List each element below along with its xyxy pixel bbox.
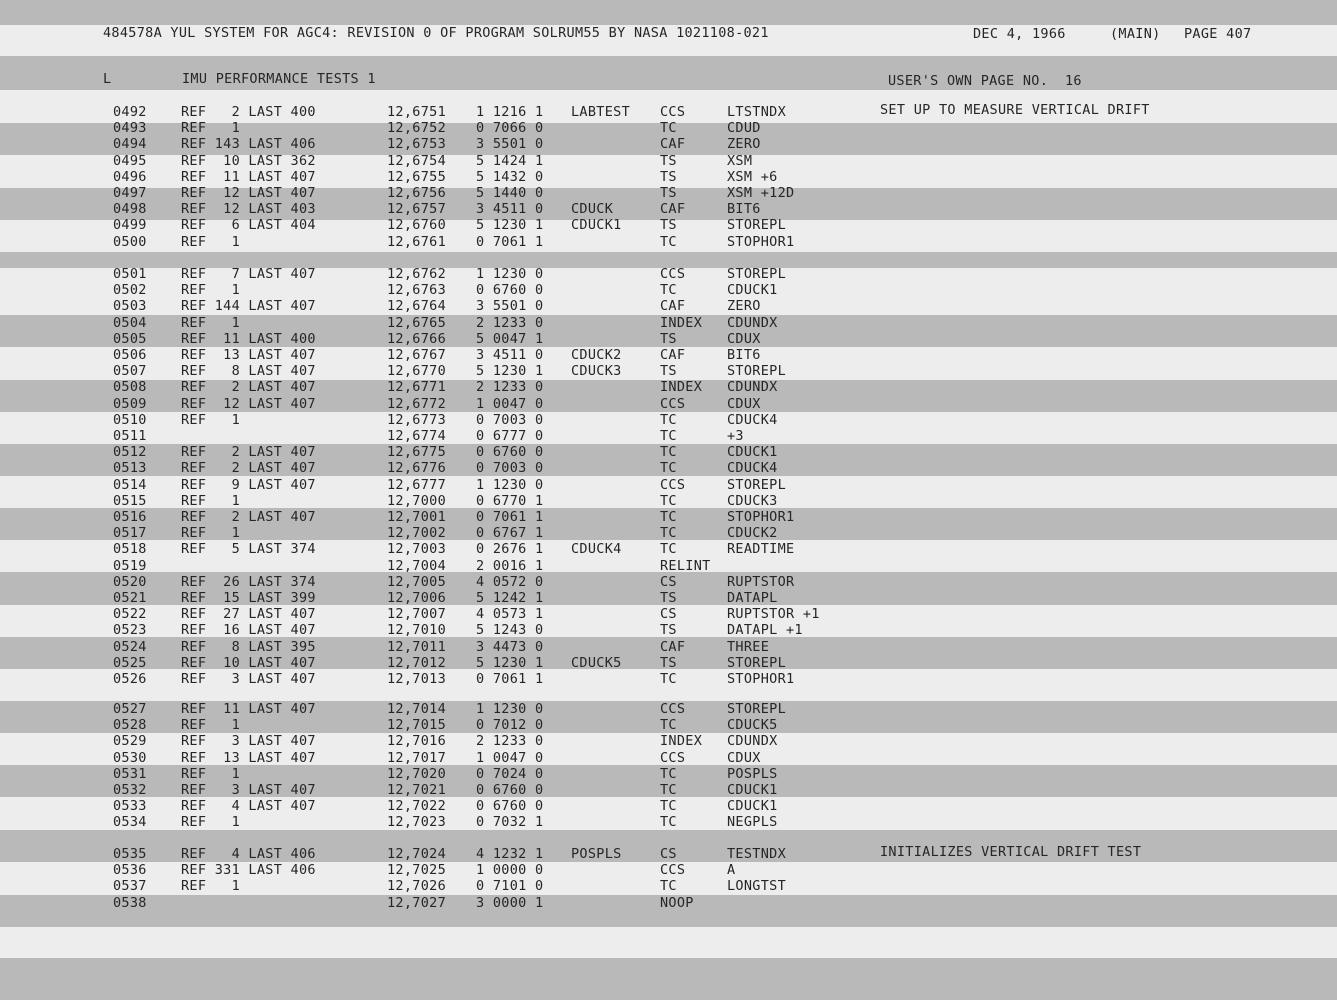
row-line-number: 0492 <box>113 104 147 120</box>
row-operand: STOREPL <box>727 217 786 234</box>
row-opcode: TS <box>660 363 677 380</box>
row-opcode: TS <box>660 152 677 169</box>
row-line-number: 0531 <box>113 765 147 782</box>
row-ref-info: REF 1 <box>181 814 240 831</box>
row-line-number: 0501 <box>113 266 147 282</box>
row-address: 12,6763 <box>387 282 446 299</box>
row-line-number: 0500 <box>113 233 147 250</box>
row-line-number: 0525 <box>113 654 147 671</box>
row-operand: +3 <box>727 428 744 444</box>
row-opcode: TC <box>660 509 677 525</box>
row-opcode: CAF <box>660 638 686 655</box>
row-opcode: CAF <box>660 298 686 315</box>
row-address: 12,6755 <box>387 168 446 185</box>
row-opcode: NOOP <box>660 894 694 911</box>
row-ref-info: REF 9 LAST 407 <box>181 476 316 493</box>
row-address: 12,6756 <box>387 185 446 201</box>
row-ref-info: REF 16 LAST 407 <box>181 622 316 639</box>
row-ref-info: REF 10 LAST 407 <box>181 654 316 671</box>
row-ref-info: REF 3 LAST 407 <box>181 782 316 798</box>
row-operand: ZERO <box>727 136 761 153</box>
row-line-number: 0532 <box>113 782 147 798</box>
row-opcode: TC <box>660 444 677 461</box>
row-octal-code: 1 1230 0 <box>476 701 544 717</box>
row-octal-code: 2 1233 0 <box>476 379 544 396</box>
row-line-number: 0517 <box>113 525 147 542</box>
row-opcode: CAF <box>660 201 686 218</box>
row-operand: CDUCK1 <box>727 782 778 798</box>
row-line-number: 0503 <box>113 298 147 315</box>
row-operand: CDUCK4 <box>727 411 778 428</box>
row-opcode: TC <box>660 525 677 542</box>
row-operand: READTIME <box>727 541 795 558</box>
row-octal-code: 4 0572 0 <box>476 573 544 590</box>
row-label: CDUCK5 <box>571 654 622 671</box>
row-ref-info: REF 7 LAST 407 <box>181 266 316 282</box>
row-opcode: TC <box>660 428 677 444</box>
listing-page: PAGE 407 <box>1184 26 1252 42</box>
row-operand: CDUCK4 <box>727 460 778 477</box>
row-address: 12,7012 <box>387 654 446 671</box>
row-line-number: 0513 <box>113 460 147 477</box>
row-address: 12,6751 <box>387 104 446 120</box>
row-octal-code: 4 0573 1 <box>476 606 544 623</box>
row-operand: STOREPL <box>727 476 786 493</box>
row-address: 12,7023 <box>387 814 446 831</box>
listing-main: (MAIN) <box>1110 26 1161 42</box>
row-octal-code: 0 7066 0 <box>476 120 544 137</box>
row-ref-info: REF 1 <box>181 411 240 428</box>
row-opcode: CCS <box>660 749 686 766</box>
row-comment: SET UP TO MEASURE VERTICAL DRIFT <box>880 102 1150 118</box>
row-operand: STOREPL <box>727 266 786 282</box>
row-opcode: TC <box>660 717 677 734</box>
row-ref-info: REF 1 <box>181 525 240 542</box>
row-address: 12,6752 <box>387 120 446 137</box>
row-octal-code: 0 6770 1 <box>476 492 544 509</box>
row-octal-code: 1 0047 0 <box>476 395 544 412</box>
row-address: 12,7016 <box>387 733 446 750</box>
subheader-title: IMU PERFORMANCE TESTS 1 <box>182 71 376 87</box>
row-address: 12,7007 <box>387 606 446 623</box>
row-octal-code: 1 0047 0 <box>476 749 544 766</box>
row-opcode: TS <box>660 217 677 234</box>
row-opcode: CCS <box>660 266 686 282</box>
row-address: 12,6770 <box>387 363 446 380</box>
row-operand: LTSTNDX <box>727 104 786 120</box>
row-octal-code: 4 1232 1 <box>476 846 544 862</box>
row-address: 12,6762 <box>387 266 446 282</box>
row-ref-info: REF 8 LAST 407 <box>181 363 316 380</box>
row-address: 12,6764 <box>387 298 446 315</box>
row-address: 12,6753 <box>387 136 446 153</box>
row-ref-info: REF 2 LAST 407 <box>181 444 316 461</box>
row-line-number: 0533 <box>113 798 147 815</box>
row-address: 12,7025 <box>387 862 446 879</box>
row-line-number: 0502 <box>113 282 147 299</box>
row-ref-info: REF 13 LAST 407 <box>181 347 316 363</box>
row-address: 12,6775 <box>387 444 446 461</box>
row-line-number: 0509 <box>113 395 147 412</box>
row-opcode: TC <box>660 671 677 687</box>
row-label: LABTEST <box>571 104 630 120</box>
row-opcode: TS <box>660 590 677 606</box>
row-opcode: TC <box>660 878 677 895</box>
row-opcode: INDEX <box>660 379 703 396</box>
row-address: 12,7022 <box>387 798 446 815</box>
row-operand: CDUCK3 <box>727 492 778 509</box>
row-line-number: 0524 <box>113 638 147 655</box>
row-operand: STOPHOR1 <box>727 671 795 687</box>
row-line-number: 0511 <box>113 428 147 444</box>
row-opcode: TC <box>660 765 677 782</box>
row-ref-info: REF 11 LAST 400 <box>181 330 316 347</box>
row-operand: BIT6 <box>727 347 761 363</box>
row-octal-code: 0 7003 0 <box>476 411 544 428</box>
row-label: CDUCK <box>571 201 614 218</box>
row-octal-code: 0 7061 1 <box>476 509 544 525</box>
row-opcode: TC <box>660 282 677 299</box>
row-address: 12,7013 <box>387 671 446 687</box>
row-octal-code: 5 1424 1 <box>476 152 544 169</box>
row-line-number: 0508 <box>113 379 147 396</box>
row-address: 12,6757 <box>387 201 446 218</box>
row-line-number: 0497 <box>113 185 147 201</box>
row-octal-code: 0 6767 1 <box>476 525 544 542</box>
row-octal-code: 5 1432 0 <box>476 168 544 185</box>
row-operand: ZERO <box>727 298 761 315</box>
row-ref-info: REF 331 LAST 406 <box>181 862 316 879</box>
row-address: 12,7014 <box>387 701 446 717</box>
row-address: 12,7027 <box>387 894 446 911</box>
row-opcode: TS <box>660 185 677 201</box>
row-line-number: 0507 <box>113 363 147 380</box>
row-octal-code: 5 1440 0 <box>476 185 544 201</box>
row-address: 12,7001 <box>387 509 446 525</box>
row-address: 12,6774 <box>387 428 446 444</box>
row-ref-info: REF 12 LAST 407 <box>181 185 316 201</box>
row-ref-info: REF 144 LAST 407 <box>181 298 316 315</box>
row-opcode: TC <box>660 798 677 815</box>
row-octal-code: 2 0016 1 <box>476 557 544 574</box>
row-opcode: CS <box>660 606 677 623</box>
row-ref-info: REF 143 LAST 406 <box>181 136 316 153</box>
row-comment: INITIALIZES VERTICAL DRIFT TEST <box>880 844 1142 860</box>
row-opcode: TC <box>660 233 677 250</box>
row-operand: STOREPL <box>727 654 786 671</box>
row-opcode: TC <box>660 460 677 477</box>
row-ref-info: REF 11 LAST 407 <box>181 168 316 185</box>
subheader-own-page: USER'S OWN PAGE NO. 16 <box>888 73 1082 89</box>
row-ref-info: REF 1 <box>181 233 240 250</box>
row-line-number: 0504 <box>113 314 147 331</box>
row-operand: XSM <box>727 152 753 169</box>
row-octal-code: 5 1230 1 <box>476 217 544 234</box>
row-line-number: 0493 <box>113 120 147 137</box>
row-address: 12,6760 <box>387 217 446 234</box>
row-opcode: TC <box>660 782 677 798</box>
row-line-number: 0536 <box>113 862 147 879</box>
row-label: POSPLS <box>571 846 622 862</box>
row-opcode: CCS <box>660 701 686 717</box>
row-line-number: 0498 <box>113 201 147 218</box>
row-ref-info: REF 15 LAST 399 <box>181 590 316 606</box>
row-label: CDUCK4 <box>571 541 622 558</box>
row-line-number: 0518 <box>113 541 147 558</box>
row-octal-code: 0 7032 1 <box>476 814 544 831</box>
row-octal-code: 1 1216 1 <box>476 104 544 120</box>
row-line-number: 0538 <box>113 894 147 911</box>
row-operand: BIT6 <box>727 201 761 218</box>
row-address: 12,7011 <box>387 638 446 655</box>
row-operand: CDUCK5 <box>727 717 778 734</box>
row-operand: CDUCK1 <box>727 282 778 299</box>
row-operand: CDUX <box>727 330 761 347</box>
row-address: 12,7005 <box>387 573 446 590</box>
row-ref-info: REF 6 LAST 404 <box>181 217 316 234</box>
row-ref-info: REF 12 LAST 403 <box>181 201 316 218</box>
row-line-number: 0494 <box>113 136 147 153</box>
row-operand: CDUCK2 <box>727 525 778 542</box>
row-operand: XSM +6 <box>727 168 778 185</box>
row-octal-code: 5 0047 1 <box>476 330 544 347</box>
row-operand: DATAPL +1 <box>727 622 803 639</box>
row-octal-code: 3 4473 0 <box>476 638 544 655</box>
row-address: 12,6773 <box>387 411 446 428</box>
row-operand: CDUCK1 <box>727 444 778 461</box>
row-octal-code: 1 1230 0 <box>476 266 544 282</box>
row-ref-info: REF 2 LAST 407 <box>181 509 316 525</box>
row-ref-info: REF 12 LAST 407 <box>181 395 316 412</box>
row-ref-info: REF 4 LAST 406 <box>181 846 316 862</box>
row-octal-code: 0 6760 0 <box>476 444 544 461</box>
row-line-number: 0526 <box>113 671 147 687</box>
row-opcode: CCS <box>660 395 686 412</box>
row-operand: DATAPL <box>727 590 778 606</box>
row-operand: XSM +12D <box>727 185 795 201</box>
row-ref-info: REF 10 LAST 362 <box>181 152 316 169</box>
row-address: 12,7000 <box>387 492 446 509</box>
row-octal-code: 5 1230 1 <box>476 363 544 380</box>
row-ref-info: REF 1 <box>181 314 240 331</box>
row-opcode: RELINT <box>660 557 711 574</box>
row-operand: CDUNDX <box>727 379 778 396</box>
row-opcode: CAF <box>660 347 686 363</box>
row-operand: CDUNDX <box>727 314 778 331</box>
row-line-number: 0522 <box>113 606 147 623</box>
row-ref-info: REF 1 <box>181 878 240 895</box>
row-address: 12,6767 <box>387 347 446 363</box>
row-operand: POSPLS <box>727 765 778 782</box>
row-octal-code: 5 1243 0 <box>476 622 544 639</box>
row-address: 12,7003 <box>387 541 446 558</box>
row-line-number: 0519 <box>113 557 147 574</box>
row-line-number: 0535 <box>113 846 147 862</box>
row-operand: STOPHOR1 <box>727 233 795 250</box>
row-octal-code: 0 2676 1 <box>476 541 544 558</box>
row-ref-info: REF 3 LAST 407 <box>181 733 316 750</box>
row-ref-info: REF 1 <box>181 765 240 782</box>
row-octal-code: 3 5501 0 <box>476 136 544 153</box>
row-line-number: 0516 <box>113 509 147 525</box>
row-address: 12,7004 <box>387 557 446 574</box>
row-opcode: TC <box>660 492 677 509</box>
row-ref-info: REF 1 <box>181 120 240 137</box>
row-line-number: 0496 <box>113 168 147 185</box>
row-label: CDUCK2 <box>571 347 622 363</box>
row-opcode: CS <box>660 573 677 590</box>
row-line-number: 0530 <box>113 749 147 766</box>
row-octal-code: 3 0000 1 <box>476 894 544 911</box>
row-operand: CDUD <box>727 120 761 137</box>
row-operand: STOREPL <box>727 701 786 717</box>
row-address: 12,6772 <box>387 395 446 412</box>
row-octal-code: 2 1233 0 <box>476 314 544 331</box>
row-ref-info: REF 1 <box>181 717 240 734</box>
row-operand: STOPHOR1 <box>727 509 795 525</box>
row-address: 12,6777 <box>387 476 446 493</box>
row-operand: THREE <box>727 638 770 655</box>
listing-date: DEC 4, 1966 <box>973 26 1066 42</box>
row-address: 12,6776 <box>387 460 446 477</box>
row-opcode: TC <box>660 541 677 558</box>
row-octal-code: 0 6777 0 <box>476 428 544 444</box>
row-octal-code: 0 6760 0 <box>476 798 544 815</box>
row-label: CDUCK3 <box>571 363 622 380</box>
row-address: 12,7020 <box>387 765 446 782</box>
row-ref-info: REF 1 <box>181 492 240 509</box>
row-octal-code: 3 4511 0 <box>476 347 544 363</box>
row-operand: CDUCK1 <box>727 798 778 815</box>
row-address: 12,6765 <box>387 314 446 331</box>
row-ref-info: REF 26 LAST 374 <box>181 573 316 590</box>
row-ref-info: REF 3 LAST 407 <box>181 671 316 687</box>
row-address: 12,7024 <box>387 846 446 862</box>
row-address: 12,7002 <box>387 525 446 542</box>
row-label: CDUCK1 <box>571 217 622 234</box>
row-line-number: 0537 <box>113 878 147 895</box>
row-line-number: 0527 <box>113 701 147 717</box>
row-octal-code: 5 1230 1 <box>476 654 544 671</box>
row-opcode: CAF <box>660 136 686 153</box>
row-octal-code: 0 7012 0 <box>476 717 544 734</box>
row-line-number: 0528 <box>113 717 147 734</box>
row-address: 12,7026 <box>387 878 446 895</box>
subheader-type: L <box>103 71 112 87</box>
row-octal-code: 0 7101 0 <box>476 878 544 895</box>
row-octal-code: 0 6760 0 <box>476 782 544 798</box>
row-octal-code: 3 4511 0 <box>476 201 544 218</box>
row-operand: LONGTST <box>727 878 786 895</box>
row-ref-info: REF 5 LAST 374 <box>181 541 316 558</box>
row-ref-info: REF 2 LAST 400 <box>181 104 316 120</box>
row-opcode: CCS <box>660 104 686 120</box>
row-operand: STOREPL <box>727 363 786 380</box>
row-octal-code: 1 1230 0 <box>476 476 544 493</box>
row-operand: RUPTSTOR <box>727 573 795 590</box>
row-line-number: 0495 <box>113 152 147 169</box>
row-operand: NEGPLS <box>727 814 778 831</box>
row-opcode: TS <box>660 654 677 671</box>
row-ref-info: REF 2 LAST 407 <box>181 460 316 477</box>
row-address: 12,7015 <box>387 717 446 734</box>
row-line-number: 0512 <box>113 444 147 461</box>
row-address: 12,6754 <box>387 152 446 169</box>
row-ref-info: REF 1 <box>181 282 240 299</box>
row-ref-info: REF 2 LAST 407 <box>181 379 316 396</box>
row-line-number: 0499 <box>113 217 147 234</box>
row-opcode: INDEX <box>660 733 703 750</box>
row-line-number: 0510 <box>113 411 147 428</box>
row-line-number: 0523 <box>113 622 147 639</box>
row-octal-code: 0 6760 0 <box>476 282 544 299</box>
row-ref-info: REF 11 LAST 407 <box>181 701 316 717</box>
row-operand: CDUNDX <box>727 733 778 750</box>
row-opcode: TS <box>660 622 677 639</box>
row-line-number: 0514 <box>113 476 147 493</box>
row-opcode: TS <box>660 168 677 185</box>
row-octal-code: 3 5501 0 <box>476 298 544 315</box>
row-octal-code: 2 1233 0 <box>476 733 544 750</box>
row-line-number: 0529 <box>113 733 147 750</box>
row-ref-info: REF 27 LAST 407 <box>181 606 316 623</box>
row-octal-code: 1 0000 0 <box>476 862 544 879</box>
row-line-number: 0505 <box>113 330 147 347</box>
row-ref-info: REF 8 LAST 395 <box>181 638 316 655</box>
row-octal-code: 0 7061 1 <box>476 233 544 250</box>
row-operand: TESTNDX <box>727 846 786 862</box>
row-octal-code: 0 7061 1 <box>476 671 544 687</box>
row-opcode: CCS <box>660 862 686 879</box>
row-opcode: CCS <box>660 476 686 493</box>
row-address: 12,6766 <box>387 330 446 347</box>
row-operand: CDUX <box>727 749 761 766</box>
row-opcode: TC <box>660 814 677 831</box>
row-address: 12,6771 <box>387 379 446 396</box>
row-address: 12,7010 <box>387 622 446 639</box>
row-ref-info: REF 4 LAST 407 <box>181 798 316 815</box>
row-octal-code: 0 7003 0 <box>476 460 544 477</box>
row-line-number: 0506 <box>113 347 147 363</box>
row-opcode: TC <box>660 411 677 428</box>
row-address: 12,6761 <box>387 233 446 250</box>
row-address: 12,7006 <box>387 590 446 606</box>
row-operand: CDUX <box>727 395 761 412</box>
row-ref-info: REF 13 LAST 407 <box>181 749 316 766</box>
row-line-number: 0521 <box>113 590 147 606</box>
row-octal-code: 5 1242 1 <box>476 590 544 606</box>
row-line-number: 0520 <box>113 573 147 590</box>
row-operand: A <box>727 862 736 879</box>
row-operand: RUPTSTOR +1 <box>727 606 820 623</box>
row-line-number: 0534 <box>113 814 147 831</box>
row-octal-code: 0 7024 0 <box>476 765 544 782</box>
row-opcode: INDEX <box>660 314 703 331</box>
listing-header: 484578A YUL SYSTEM FOR AGC4: REVISION 0 OF PROGRAM SOLRUM55 BY NASA 1021108-021 <box>103 25 769 41</box>
row-address: 12,7017 <box>387 749 446 766</box>
row-line-number: 0515 <box>113 492 147 509</box>
row-opcode: CS <box>660 846 677 862</box>
row-opcode: TS <box>660 330 677 347</box>
row-opcode: TC <box>660 120 677 137</box>
row-address: 12,7021 <box>387 782 446 798</box>
